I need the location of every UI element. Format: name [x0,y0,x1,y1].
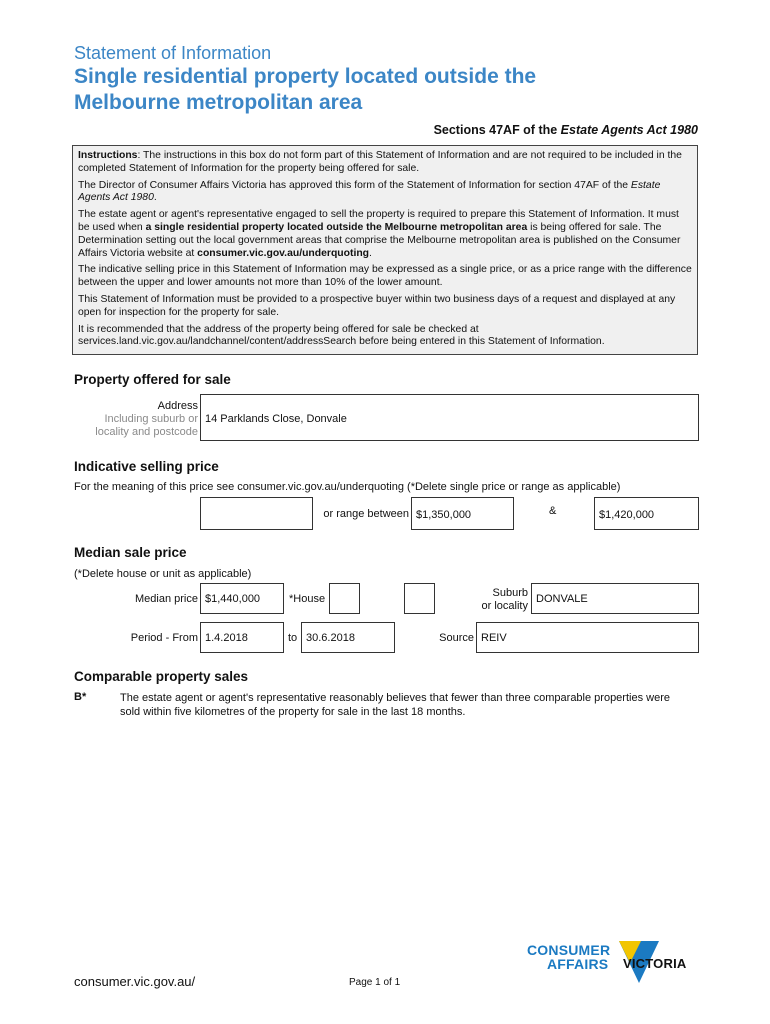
logo-affairs: AFFAIRS [547,956,609,972]
document-title [74,64,674,116]
underquoting-link: consumer.vic.gov.au/underquoting [197,247,370,259]
instructions-p3: The estate agent or agent's representative engaged to sell the property is required to prepare this Statement of Information. It must be used when a single residential property located outside the Melbourne metropolitan area is being offered for sale. The Determination setting out the local government areas that comprise the Melbourne metropolitan area is published on the Consumer Affairs Victoria website at consumer.vic.gov.au/underquoting. [78,209,681,259]
period-from-label: Period - From [130,632,198,644]
single-price-field[interactable] [200,497,313,530]
title-line-1: Single residential property located outside the [74,65,537,88]
median-price-label: Median price [135,593,198,605]
period-to-label: to [288,632,298,644]
suburb-label: Suburb or locality [481,587,528,612]
sections-prefix: Sections 47AF of the [433,123,561,137]
indicative-heading: Indicative selling price [74,459,219,474]
logo-victoria: VICTORIA [623,956,687,971]
instructions-p6: It is recommended that the address of the property being offered for sale be checked at services.land.vic.gov.au/landchannel/content/addressSearch before being entered in this Statement of Information. [78,323,605,348]
property-heading: Property offered for sale [74,372,231,387]
house-label: *House [289,593,326,605]
comparable-text: The estate agent or agent's representative reasonably believes that fewer than three comparable properties were sold within five kilometres of the property for sale in the last 18 months. [120,692,670,718]
comparable-heading: Comparable property sales [74,669,249,684]
range-low-field[interactable]: $1,350,000 [411,497,514,530]
period-from-field[interactable]: 1.4.2018 [200,622,284,653]
range-between-label: or range between [323,508,409,520]
instructions-p5: This Statement of Information must be provided to a prospective buyer within two business days of a request and displayed at any open for inspection for the property for sale. [78,293,676,318]
period-to-field[interactable]: 30.6.2018 [301,622,395,653]
address-label: Address Including suburb or locality and postcode [95,400,198,438]
comparable-option-b: B* [74,691,87,703]
source-field[interactable]: REIV [476,622,699,653]
median-heading: Median sale price [74,545,187,560]
address-field[interactable]: 14 Parklands Close, Donvale [200,394,699,441]
logo-consumer: CONSUMER [527,942,611,958]
unit-checkbox[interactable] [404,583,435,614]
house-checkbox[interactable] [329,583,360,614]
instructions-p2: The Director of Consumer Affairs Victoria has approved this form of the Statement of Information for section 47AF of the Estate Agents Act 1980. [78,179,661,204]
suburb-field[interactable]: DONVALE [531,583,699,614]
page-number: Page 1 of 1 [349,977,401,988]
document-pretitle: Statement of Information [74,43,272,63]
sections-act: Estate Agents Act 1980 [560,123,698,137]
title-line-2: Melbourne metropolitan area [74,91,363,114]
median-note: (*Delete house or unit as applicable) [74,568,252,580]
range-high-field[interactable]: $1,420,000 [594,497,699,530]
sections-reference [434,123,698,137]
range-ampersand: & [549,505,557,517]
footer-url: consumer.vic.gov.au/ [74,974,196,989]
instructions-p1: Instructions: The instructions in this box do not form part of this Statement of Information and are not required to be included in the completed Statement of Information for the property being offered for sale. [78,150,682,174]
consumer-affairs-victoria-logo [527,937,703,987]
median-price-field[interactable]: $1,440,000 [200,583,284,614]
instructions-box [72,145,698,355]
instructions-p4: The indicative selling price in this Statement of Information may be expressed as a single price, or as a price range with the difference between the upper and lower amounts not more than 10% of the lower amount. [78,264,692,289]
indicative-note: For the meaning of this price see consumer.vic.gov.au/underquoting (*Delete single price or range as applicable) [74,481,621,493]
source-label: Source [439,632,474,644]
